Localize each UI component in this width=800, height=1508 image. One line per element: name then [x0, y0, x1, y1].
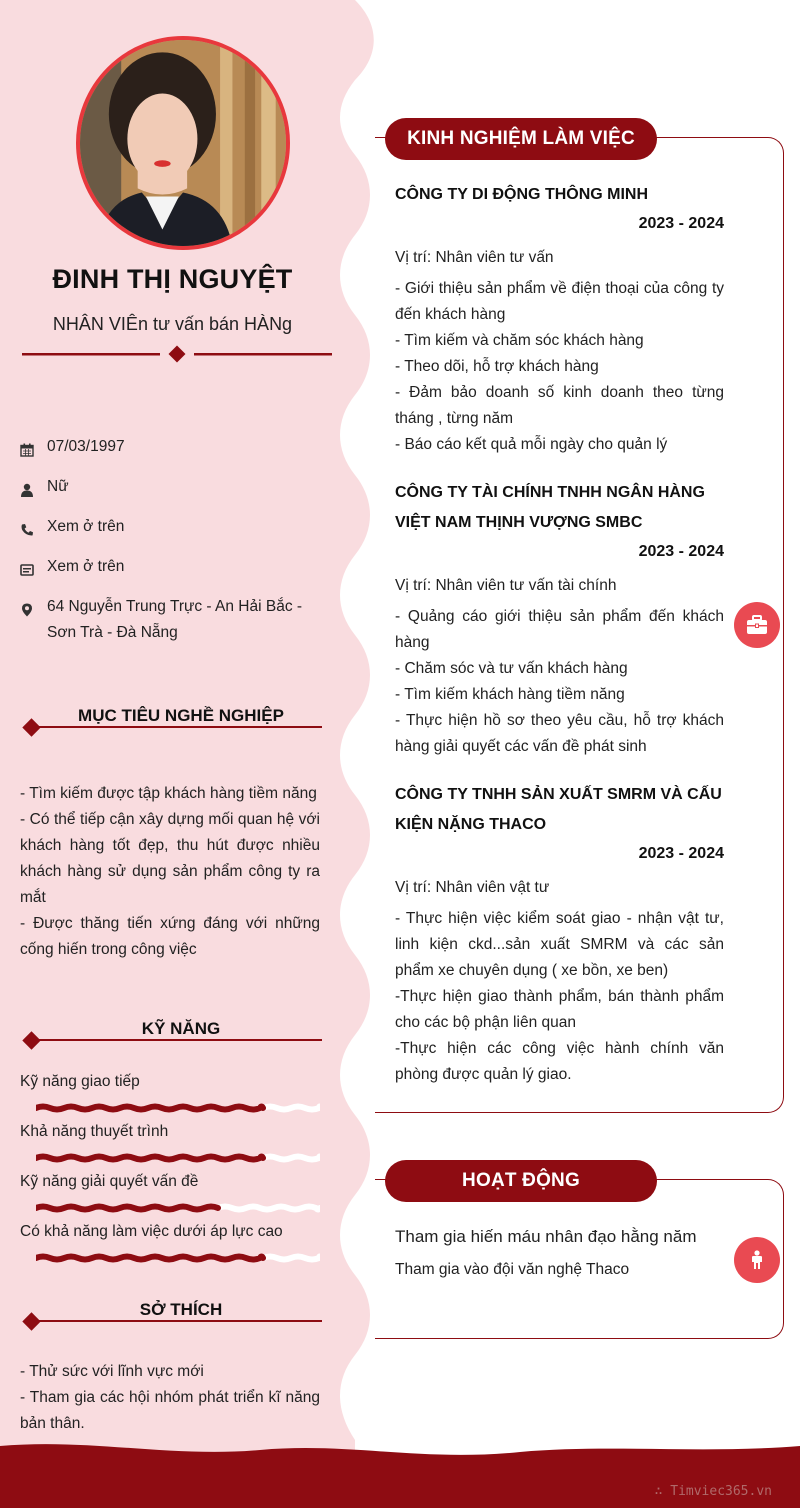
person-standing-icon: [734, 1237, 780, 1283]
address-text: 64 Nguyễn Trung Trực - An Hải Bắc - Sơn Trà - Đà Nẵng: [47, 598, 303, 641]
job-detail-line: - Thực hiện việc kiểm soát giao - nhận vật tư, linh kiện ckd...sản xuất SMRM và các sản phẩm xe chuyên dụng ( xe bồn, xe ben): [395, 910, 724, 979]
skill-bar: [36, 1101, 320, 1115]
skill-bar-fill: [36, 1157, 263, 1160]
calendar-icon: [20, 440, 34, 454]
candidate-job-title: NHÂN VIÊn tư vấn bán HÀNg: [52, 314, 293, 334]
job-details: [395, 604, 724, 760]
hobbies-text: [20, 1359, 320, 1437]
skill-bar: [36, 1251, 320, 1265]
activity-item: Tham gia hiến máu nhân đạo hằng năm: [395, 1227, 697, 1246]
candidate-name: ĐINH THỊ NGUYỆT: [52, 264, 293, 294]
gender-text: Nữ: [47, 478, 69, 495]
skill-bar: [36, 1151, 320, 1165]
skills-heading: [20, 1019, 322, 1047]
activities-heading: HOẠT ĐỘNG: [385, 1160, 657, 1202]
job-details: [395, 906, 724, 1088]
hobbies-heading: [20, 1300, 322, 1328]
job-position: Vị trí: Nhân viên tư vấn: [395, 249, 554, 266]
job-company: CÔNG TY TNHH SẢN XUẤT SMRM VÀ CẤU KIỆN NẶNG THACO: [395, 786, 722, 833]
objective-line: - Được thăng tiến xứng đáng với những cống hiến trong công việc: [20, 915, 320, 958]
hobbies-title: SỞ THÍCH: [139, 1300, 223, 1319]
skill-label: Kỹ năng giao tiếp: [20, 1073, 140, 1090]
briefcase-icon: [734, 602, 780, 648]
job-detail-line: - Chăm sóc và tư vấn khách hàng: [395, 660, 628, 677]
location-pin-icon: [20, 600, 34, 614]
phone-icon: [20, 520, 34, 534]
phone-text: Xem ở trên: [47, 518, 125, 535]
skill-label: Kỹ năng giải quyết vấn đề: [20, 1173, 199, 1190]
skill-label: Có khả năng làm việc dưới áp lực cao: [20, 1223, 283, 1240]
skill-bar-track: [263, 1257, 320, 1260]
skill-bar: [36, 1201, 320, 1215]
objective-text: [20, 781, 320, 963]
hobby-line: - Tham gia các hội nhóm phát triển kĩ năng bản thân.: [20, 1389, 320, 1432]
job-date: 2023 - 2024: [638, 215, 724, 232]
objective-title: MỤC TIÊU NGHỀ NGHIỆP: [78, 706, 284, 725]
job-details: [395, 276, 724, 458]
person-icon: [20, 480, 34, 494]
email-text: Xem ở trên: [47, 558, 125, 575]
job-detail-line: - Thực hiện hồ sơ theo yêu cầu, hỗ trợ khách hàng giải quyết các vấn đề phát sinh: [395, 712, 724, 755]
job-detail-line: - Giới thiệu sản phẩm về điện thoại của công ty đến khách hàng: [395, 280, 724, 323]
birthday-text: 07/03/1997: [47, 438, 125, 455]
objective-line: - Tìm kiếm được tập khách hàng tiềm năng: [20, 785, 317, 802]
job-detail-line: - Tìm kiếm khách hàng tiềm năng: [395, 686, 625, 703]
job-detail-line: - Theo dõi, hỗ trợ khách hàng: [395, 358, 599, 375]
hobby-line: - Thử sức với lĩnh vực mới: [20, 1363, 204, 1380]
skill-bar-track: [263, 1107, 320, 1110]
job-detail-line: - Báo cáo kết quả mỗi ngày cho quản lý: [395, 436, 668, 453]
skill-bar-fill: [36, 1207, 218, 1210]
job-detail-line: - Quảng cáo giới thiệu sản phẩm đến khách hàng: [395, 608, 724, 651]
objective-line: - Có thể tiếp cận xây dựng mối quan hệ với khách hàng tốt đẹp, thu hút được nhiều khách hàng sử dụng sản phẩm công ty ra mắt: [20, 811, 320, 906]
skill-bar-fill: [36, 1107, 263, 1110]
job-position: Vị trí: Nhân viên tư vấn tài chính: [395, 577, 617, 594]
job-date: 2023 - 2024: [638, 845, 724, 862]
job-date: 2023 - 2024: [638, 543, 724, 560]
activity-item: Tham gia vào đội văn nghệ Thaco: [395, 1261, 630, 1278]
profile-photo: [76, 36, 290, 250]
skill-bar-fill: [36, 1257, 263, 1260]
job-detail-line: -Thực hiện giao thành phẩm, bán thành phẩm cho các bộ phận liên quan: [395, 988, 724, 1031]
job-detail-line: - Đảm bảo doanh số kinh doanh theo từng tháng , từng năm: [395, 384, 724, 427]
email-icon: [20, 560, 34, 574]
skills-title: KỸ NĂNG: [141, 1019, 221, 1038]
footer-brand: ∴ Timviec365.vn: [654, 1484, 772, 1499]
job-detail-line: -Thực hiện các công việc hành chính văn phòng được quản lý giao.: [395, 1040, 724, 1083]
job-detail-line: - Tìm kiếm và chăm sóc khách hàng: [395, 332, 644, 349]
job-company: CÔNG TY DI ĐỘNG THÔNG MINH: [395, 186, 649, 203]
skill-bar-track: [263, 1157, 320, 1160]
objective-heading: [20, 706, 322, 734]
skill-bar-track: [218, 1207, 320, 1210]
skill-label: Khả năng thuyết trình: [20, 1123, 169, 1140]
job-company: CÔNG TY TÀI CHÍNH TNHH NGÂN HÀNG VIỆT NAM THỊNH VƯỢNG SMBC: [395, 484, 705, 531]
experience-heading: KINH NGHIỆM LÀM VIỆC: [385, 118, 657, 160]
job-position: Vị trí: Nhân viên vật tư: [395, 879, 550, 896]
activities-box: [375, 1179, 784, 1339]
name-divider: [22, 344, 332, 364]
